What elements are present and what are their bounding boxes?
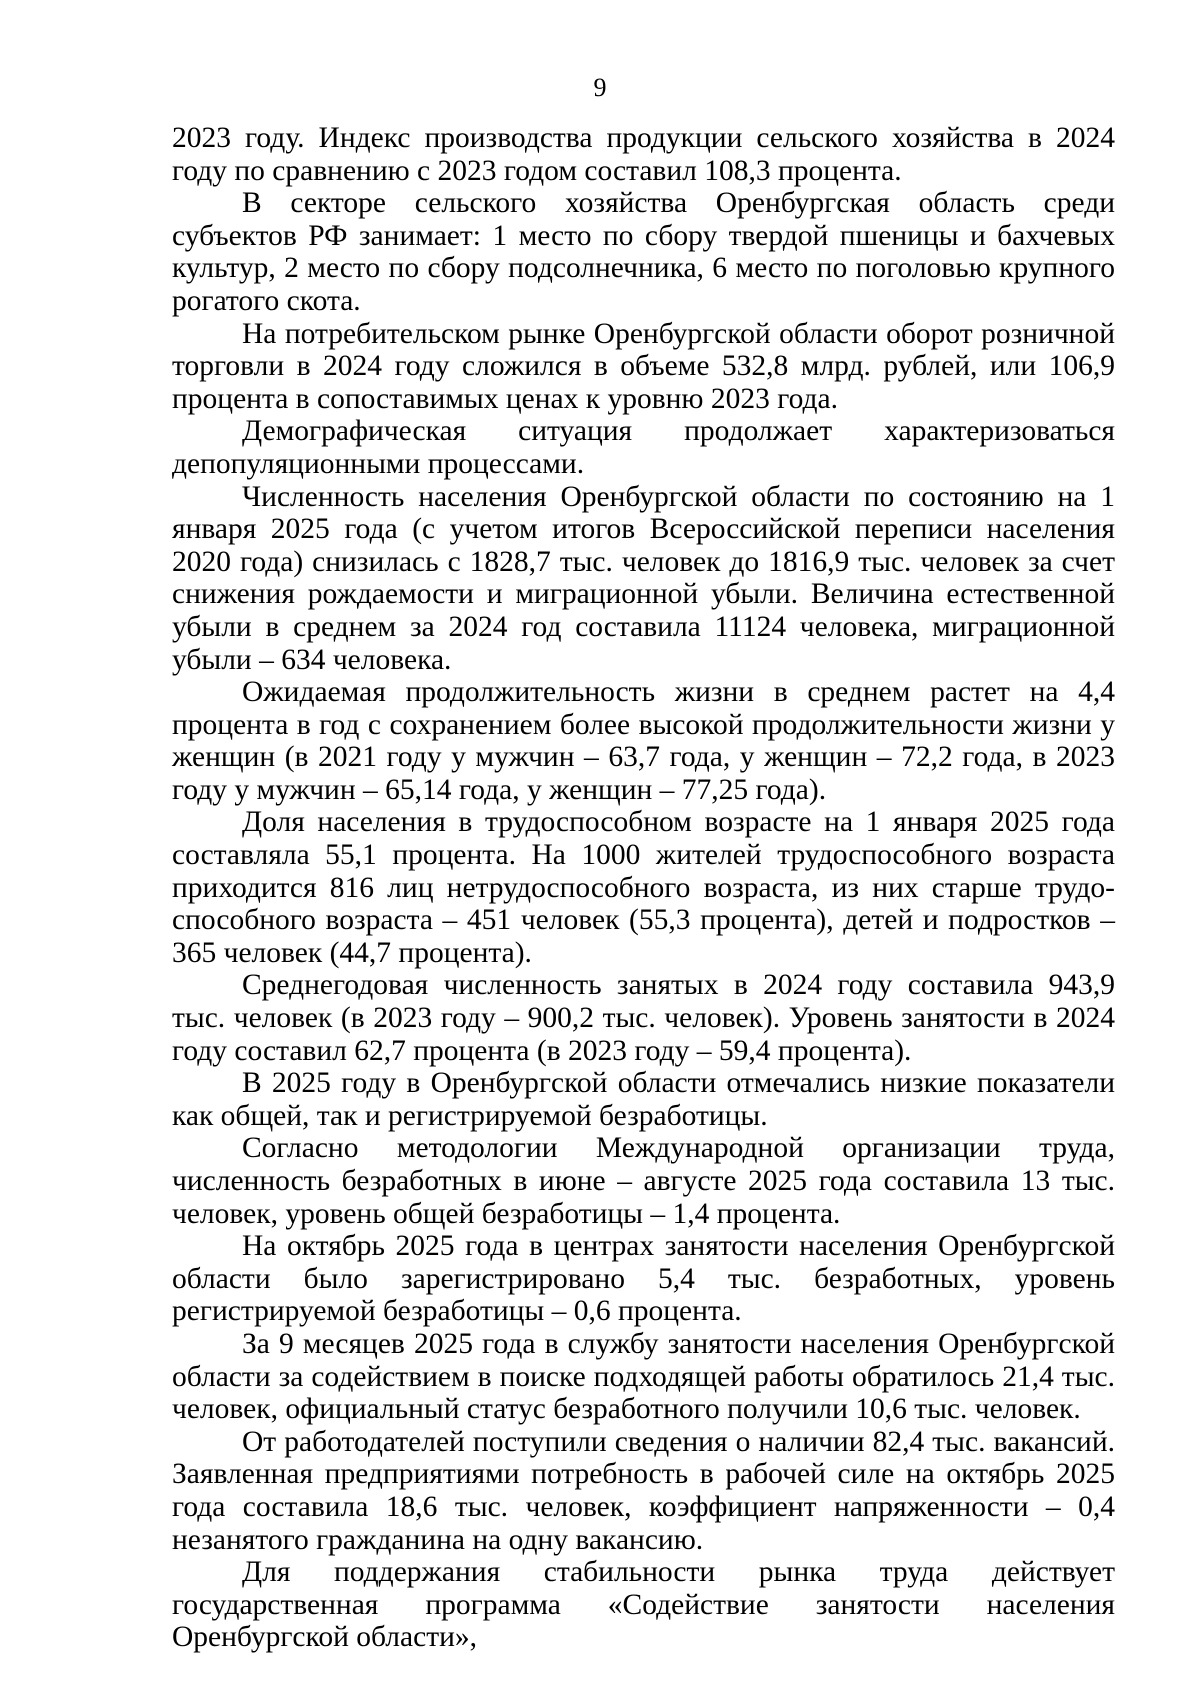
paragraph-working-age: Доля населения в трудоспособном возрасте на 1 января 2025 года составляла 55,1 процента. На 1000 жителей трудоспособного возраста приходится 816 лиц нетрудоспособного возраста, из них старше трудоспособного возраста – 451 человек (55,3 процента), детей и подростков – 365 человек (44,7 процента). — [172, 806, 1115, 969]
paragraph-state-program: Для поддержания стабильности рынка труда действует государственная программа «Содействие занятости населения Оренбургской области», — [172, 1556, 1115, 1654]
paragraph-employment: Среднегодовая численность занятых в 2024 году составила 943,9 тыс. человек (в 2023 году – 900,2 тыс. человек). Уровень занятости в 2024 году составил 62,7 процента (в 2023 году – 59,4 процента). — [172, 969, 1115, 1067]
paragraph-ilo-methodology: Согласно методологии Международной организации труда, численность безработных в июне – августе 2025 года составила 13 тыс. человек, уровень общей безработицы – 1,4 процента. — [172, 1132, 1115, 1230]
paragraph-retail-turnover: На потребительском рынке Оренбургской области оборот розничной торговли в 2024 году сложился в объеме 532,8 млрд. рублей, или 106,9 процента в сопоставимых ценах к уровню 2023 года. — [172, 317, 1115, 415]
paragraph-unemployment-low: В 2025 году в Оренбургской области отмечались низкие показатели как общей, так и регистрируемой безработицы. — [172, 1067, 1115, 1132]
paragraph-demographic-situation: Демографическая ситуация продолжает характеризоваться депопуляционными процессами. — [172, 415, 1115, 480]
document-body — [172, 122, 1115, 1654]
paragraph-registered-unemployment: На октябрь 2025 года в центрах занятости населения Оренбургской области было зарегистрировано 5,4 тыс. безработных, уровень регистрируемой безработицы – 0,6 процента. — [172, 1230, 1115, 1328]
page-number: 9 — [593, 73, 607, 102]
paragraph-agriculture-index: 2023 году. Индекс производства продукции сельского хозяйства в 2024 году по сравнению с 2023 годом составил 108,3 процента. — [172, 122, 1115, 187]
paragraph-life-expectancy: Ожидаемая продолжительность жизни в среднем растет на 4,4 процента в год с сохранением более высокой продолжительности жизни у женщин (в 2021 году у мужчин – 63,7 года, у женщин – 72,2 года, в 2023 году у мужчин – 65,14 года, у женщин – 77,25 года). — [172, 676, 1115, 806]
paragraph-agriculture-ranking: В секторе сельского хозяйства Оренбургская область среди субъектов РФ занимает: 1 место по сбору твердой пшеницы и бахчевых культур, 2 место по сбору подсолнечника, 6 место по поголовью крупного рогатого скота. — [172, 187, 1115, 317]
paragraph-vacancies: От работодателей поступили сведения о наличии 82,4 тыс. вакансий. Заявленная предприятиями потребность в рабочей силе на октябрь 2025 года составила 18,6 тыс. человек, коэффициент напряженности – 0,4 незанятого гражданина на одну вакансию. — [172, 1425, 1115, 1556]
paragraph-population: Численность населения Оренбургской области по состоянию на 1 января 2025 года (с учетом итогов Всероссийской переписи населения 2020 года) снизилась с 1828,7 тыс. человек до 1816,9 тыс. человек за счет снижения рождаемости и миграционной убыли. Величина естественной убыли в среднем за 2024 год составила 11124 человека, миграционной убыли – 634 человека. — [172, 480, 1115, 676]
paragraph-employment-service: За 9 месяцев 2025 года в службу занятости населения Оренбургской области за содействием в поиске подходящей работы обратилось 21,4 тыс. человек, официальный статус безработного получили 10,6 тыс. человек. — [172, 1327, 1115, 1426]
